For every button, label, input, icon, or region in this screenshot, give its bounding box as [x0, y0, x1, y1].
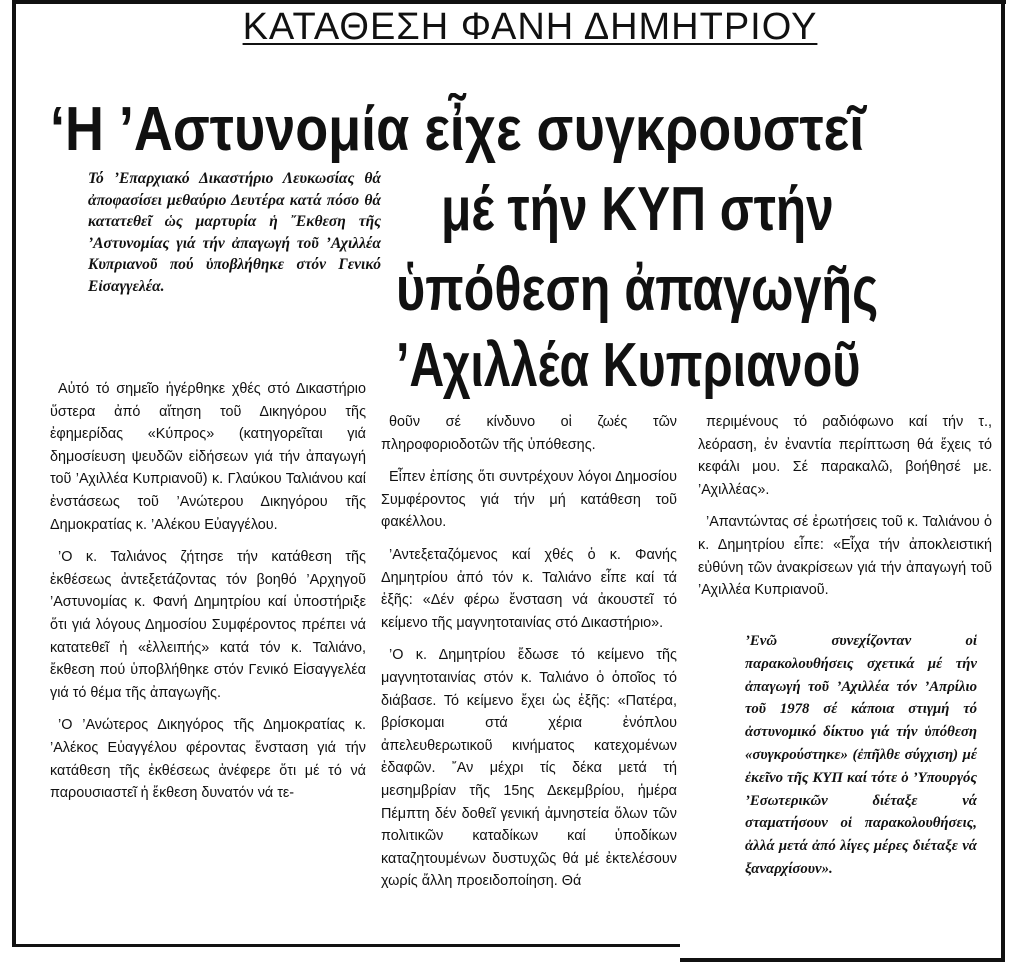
body-paragraph: Αὐτό τό σημεῖο ἠγέρθηκε χθές στό Δικαστήριο ὕστερα ἀπό αἴτηση τοῦ Δικηγόρου τῆς ἐφημερίδας «Κύπρος» (κατηγορεῖται γιά δημοσίευση ψευδῶν εἰδήσεων γιά τήν ἀπαγωγή τοῦ ’Αχιλλέα Κυπριανοῦ) κ. Γλαύκου Ταλιάνου καί ἐνστάσεως τοῦ ’Ανώτερου Δικηγόρου τῆς Δημοκρατίας κ. ’Αλέκου Εὐαγγέλου. — [50, 381, 366, 533]
frame-bottom-rule — [680, 958, 1005, 962]
headline-line-2: μέ τήν ΚΥΠ στήν — [441, 175, 834, 244]
frame-bottom-left-rule — [12, 944, 680, 947]
body-paragraph: περιμένους τό ραδιόφωνο καί τήν τ., λεόραση, ἐν ἐναντία περίπτωση θά ἔχεις τό κεφάλι μου. Σέ παρακαλῶ, βοήθησέ με. ’Αχιλλέας». — [698, 414, 992, 498]
frame-right-rule — [1001, 0, 1005, 962]
headline-line-3: ὑπόθεση ἀπαγωγῆς — [396, 255, 879, 324]
frame-left-rule — [12, 0, 16, 945]
frame-top-rule — [12, 0, 1006, 4]
article-column-3 — [698, 411, 992, 612]
lead-paragraph: Τό ’Επαρχιακό Δικαστήριο Λευκωσίας θά ἀποφασίσει μεθαύριο Δευτέρα κατά πόσο θά κατατεθεῖ ὡς μαρτυρία ἡ ῎Εκθεση τῆς ’Αστυνομίας γιά τήν ἀπαγωγή τοῦ ’Αχιλλέα Κυπριανοῦ πού ὑποβλήθηκε στόν Γενικό Εἰσαγγελέα. — [88, 170, 381, 295]
article-column-1 — [50, 378, 366, 815]
body-paragraph: Εἶπεν ἐπίσης ὅτι συντρέχουν λόγοι Δημοσίου Συμφέροντος γιά τήν μή κατάθεση τοῦ φακέλλου. — [381, 469, 677, 531]
boxed-highlight-paragraph: ’Ενῶ συνεχίζονταν οἱ παρακολουθήσεις σχετικά μέ τήν ἀπαγωγή τοῦ ’Αχιλλέα τόν ’Απρίλιο τοῦ 1978 σέ κάποια στιγμή τό ἀστυνομικό δίκτυο γιά τήν ὑπόθεση «συγκρούστηκε» (ἐπῆλθε σύγχιση) μέ ἐκεῖνο τῆς ΚΥΠ καί τότε ὁ ’Υπουργός ’Εσωτερικῶν διέταξε νά σταματήσουν οἱ παρακολουθήσεις, ἀλλά μετά ἀπό λίγες μέρες διέταξε νά ξαναρχίσουν». — [745, 633, 977, 877]
article-kicker: ΚΑΤΑΘΕΣΗ ΦΑΝΗ ΔΗΜΗΤΡΙΟΥ — [242, 6, 818, 48]
body-paragraph: θοῦν σέ κίνδυνο οἱ ζωές τῶν πληροφοριοδοτῶν τῆς ὑπόθεσης. — [381, 414, 677, 453]
body-paragraph: ’Ο κ. Δημητρίου ἔδωσε τό κείμενο τῆς μαγνητοταινίας στόν κ. Ταλιάνο ὁ ὁποῖος τό διάβασε. Τό κείμενο ἔχει ὡς ἑξῆς: «Πατέρα, βρίσκομαι στά χέρια ἐνόπλου ἀπελευθερωτικοῦ κινήματος κατεχομένων ἐδαφῶν. ῎Αν μέχρι τίς δέκα μετά τή μεσημβρίαν τῆς 15ης Δεκεμβρίου, ἡμέρα Πέμπτη δέν δοθεῖ γενική ἀμνηστεία ὅλων τῶν πολιτικῶν καταδίκων καί ὑποδίκων καταζητουμένων δυστυχῶς θά μέ ἐκτελέσουν χωρίς ἄλλη προειδοποίηση. Θά — [381, 647, 677, 890]
headline-line-1: ‘Η ’Αστυνομία εἶχε συγκρουστεῖ — [50, 95, 865, 164]
article-column-2 — [381, 411, 677, 903]
headline-line-4: ’Αχιλλέα Κυπριανοῦ — [396, 331, 861, 400]
body-paragraph: ’Ο ’Ανώτερος Δικηγόρος τῆς Δημοκρατίας κ. ’Αλέκος Εὐαγγέλου φέροντας ἔνσταση γιά τήν κατάθεση τῆς ἐκθέσεως ἀνέφερε ὅτι μέ τό νά παρουσιαστεῖ ἡ ἔκθεση δυνατόν νά τε- — [50, 717, 366, 802]
body-paragraph: ’Αντεξεταζόμενος καί χθές ὁ κ. Φανής Δημητρίου ἀπό τόν κ. Ταλιάνο εἶπε καί τά ἑξῆς: «Δέν φέρω ἔνσταση νά ἀκουστεῖ τό κείμενο τῆς μαγνητοταινίας στό Δικαστήριο». — [381, 546, 677, 631]
body-paragraph: ’Απαντώντας σέ ἐρωτήσεις τοῦ κ. Ταλιάνου ὁ κ. Δημητρίου εἶπε: «Εἶχα τήν ἀποκλειστική εὐθύνη τῶν ἀνακρίσεων γιά τήν ἀπαγωγή τοῦ ’Αχιλλέα Κυπριανοῦ. — [698, 514, 992, 599]
body-paragraph: ’Ο κ. Ταλιάνος ζήτησε τήν κατάθεση τῆς ἐκθέσεως ἀντεξετάζοντας τόν βοηθό ’Αρχηγοῦ ’Αστυνομίας κ. Φανή Δημητρίου καί ὑποστήριξε ὅτι γιά λόγους Δημοσίου Συμφέροντος πρέπει νά κατατεθεῖ ἡ «ἐλλειπής» κατά τόν κ. Ταλιάνο, ἔκθεση πού ὑποβλήθηκε στόν Γενικό Εἰσαγγελέα γιά τό θέμα τῆς ἀπαγωγῆς. — [50, 549, 366, 701]
